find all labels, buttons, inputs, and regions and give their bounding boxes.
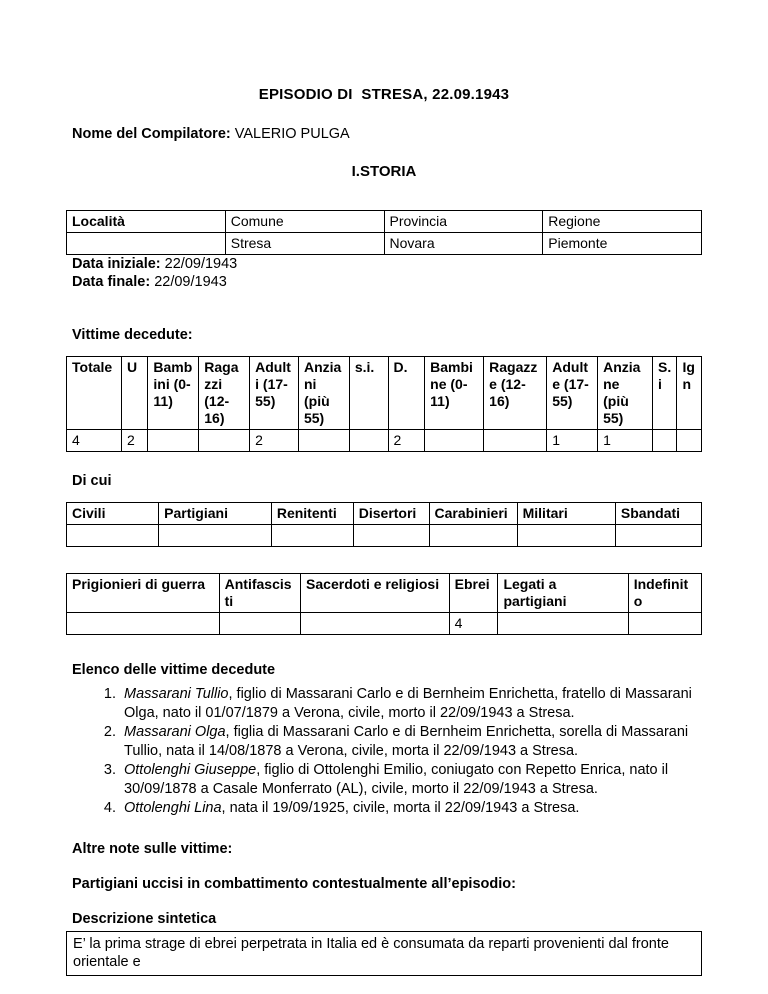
- di-cui-data-row: [67, 525, 702, 547]
- victims-header-cell: Ign: [677, 357, 702, 430]
- victims-cell: [653, 430, 677, 452]
- date-end-label: Data finale:: [72, 274, 151, 290]
- partisans-heading: Partigiani uccisi in combattimento contestualmente all’episodio:: [72, 876, 516, 892]
- categories-cell: [628, 613, 701, 635]
- date-end-value: 22/09/1943: [154, 274, 227, 290]
- victim-item: [120, 761, 702, 799]
- categories-header-cell: Prigionieri di guerra: [67, 574, 220, 613]
- compiler-label: Nome del Compilatore:: [72, 126, 231, 142]
- victim-name: Ottolenghi Lina: [124, 800, 222, 816]
- victims-table: [66, 356, 702, 452]
- categories-header-cell: Antifascisti: [219, 574, 300, 613]
- di-cui-heading: Di cui: [72, 473, 112, 489]
- location-cell: [67, 233, 226, 255]
- spacer: [66, 547, 702, 573]
- date-start-label: Data iniziale:: [72, 256, 161, 272]
- categories-header-row: [67, 574, 702, 613]
- victims-list-heading: Elenco delle vittime decedute: [72, 662, 276, 678]
- categories-header-cell: Legati a partigiani: [498, 574, 628, 613]
- victims-cell: 1: [598, 430, 653, 452]
- victims-header-cell: D.: [388, 357, 425, 430]
- victims-header-cell: Bambini (0-11): [148, 357, 199, 430]
- victims-cell: 2: [388, 430, 425, 452]
- victims-cell: [425, 430, 484, 452]
- victims-header-cell: Adulti (17-55): [250, 357, 299, 430]
- victims-cell: 4: [67, 430, 122, 452]
- location-header-cell: Località: [67, 211, 226, 233]
- di-cui-cell: [353, 525, 429, 547]
- categories-cell: [498, 613, 628, 635]
- victims-cell: [677, 430, 702, 452]
- location-cell: Novara: [384, 233, 543, 255]
- di-cui-header-cell: Militari: [517, 503, 615, 525]
- dates-block: [66, 255, 702, 291]
- victim-item: [120, 723, 702, 761]
- di-cui-cell: [67, 525, 159, 547]
- location-table: [66, 210, 702, 255]
- victims-header-cell: Bambine (0-11): [425, 357, 484, 430]
- victim-details: , figlia di Massarani Carlo e di Bernheim Enrichetta, sorella di Massarani Tullio, nata il 14/08/1878 a Verona, civile, morta il 22/09/1943 a Stresa.: [124, 724, 689, 759]
- di-cui-cell: [517, 525, 615, 547]
- victim-item: [120, 685, 702, 723]
- victims-cell: [148, 430, 199, 452]
- victims-list: [66, 685, 702, 818]
- di-cui-cell: [615, 525, 701, 547]
- description-text: E’ la prima strage di ebrei perpetrata in Italia ed è consumata da reparti provenienti dal fronte orientale e: [73, 936, 669, 970]
- date-start-value: 22/09/1943: [164, 256, 238, 272]
- categories-cell: [67, 613, 220, 635]
- document-title: EPISODIO DI STRESA, 22.09.1943: [258, 86, 510, 103]
- victims-header-cell: Ragazze (12-16): [484, 357, 547, 430]
- di-cui-header-cell: Renitenti: [271, 503, 353, 525]
- di-cui-header-cell: Sbandati: [615, 503, 701, 525]
- location-cell: Stresa: [225, 233, 384, 255]
- categories-cell: 4: [449, 613, 498, 635]
- victims-header-cell: Totale: [67, 357, 122, 430]
- categories-header-cell: Ebrei: [449, 574, 498, 613]
- spacer: [66, 309, 702, 326]
- compiler-line: [66, 125, 702, 143]
- victims-header-row: [67, 357, 702, 430]
- description-box: [66, 931, 702, 976]
- victims-cell: [484, 430, 547, 452]
- description-heading: Descrizione sintetica: [72, 911, 217, 927]
- location-data-row: [67, 233, 702, 255]
- victims-cell: [349, 430, 388, 452]
- di-cui-header-row: [67, 503, 702, 525]
- victims-table-heading: Vittime decedute:: [72, 327, 193, 343]
- di-cui-table: [66, 502, 702, 547]
- victims-header-cell: S.i: [653, 357, 677, 430]
- categories-header-cell: Indefinito: [628, 574, 701, 613]
- di-cui-cell: [159, 525, 272, 547]
- victims-cell: 2: [121, 430, 147, 452]
- spacer: [66, 635, 702, 661]
- victims-header-cell: Adulte (17-55): [547, 357, 598, 430]
- location-cell: Piemonte: [543, 233, 702, 255]
- section-title: I.STORIA: [351, 163, 417, 180]
- categories-table: [66, 573, 702, 635]
- categories-data-row: [67, 613, 702, 635]
- location-header-row: [67, 211, 702, 233]
- di-cui-cell: [271, 525, 353, 547]
- victim-details: , figlio di Ottolenghi Emilio, coniugato con Repetto Enrica, nato il 30/09/1878 a Casale Monferrato (AL), civile, morto il 22/09/1943 a Stresa.: [124, 762, 669, 797]
- victim-details: , figlio di Massarani Carlo e di Bernheim Enrichetta, fratello di Massarani Olga, nato il 01/07/1879 a Verona, civile, morto il 22/09/1943 a Stresa.: [124, 686, 692, 721]
- victims-header-cell: Anziani (più 55): [298, 357, 349, 430]
- victims-cell: 1: [547, 430, 598, 452]
- categories-cell: [219, 613, 300, 635]
- categories-header-cell: Sacerdoti e religiosi: [301, 574, 450, 613]
- location-header-cell: Provincia: [384, 211, 543, 233]
- victim-name: Massarani Tullio: [124, 686, 229, 702]
- victims-header-cell: Anziane (più 55): [598, 357, 653, 430]
- victim-item: [120, 799, 702, 818]
- spacer: [66, 452, 702, 472]
- victims-data-row: [67, 430, 702, 452]
- di-cui-header-cell: Partigiani: [159, 503, 272, 525]
- date-end-line: [72, 273, 696, 291]
- victims-header-cell: U: [121, 357, 147, 430]
- victims-cell: 2: [250, 430, 299, 452]
- location-header-cell: Regione: [543, 211, 702, 233]
- victim-name: Ottolenghi Giuseppe: [124, 762, 257, 778]
- victims-header-cell: s.i.: [349, 357, 388, 430]
- victims-header-cell: Ragazzi (12-16): [199, 357, 250, 430]
- di-cui-header-cell: Disertori: [353, 503, 429, 525]
- other-notes-heading: Altre note sulle vittime:: [72, 841, 233, 857]
- categories-cell: [301, 613, 450, 635]
- compiler-value: VALERIO PULGA: [234, 126, 350, 142]
- date-start-line: [72, 255, 696, 273]
- victims-cell: [298, 430, 349, 452]
- di-cui-cell: [429, 525, 517, 547]
- di-cui-header-cell: Carabinieri: [429, 503, 517, 525]
- location-header-cell: Comune: [225, 211, 384, 233]
- victim-details: , nata il 19/09/1925, civile, morta il 22/09/1943 a Stresa.: [221, 800, 580, 816]
- victims-cell: [199, 430, 250, 452]
- di-cui-header-cell: Civili: [67, 503, 159, 525]
- victim-name: Massarani Olga: [124, 724, 226, 740]
